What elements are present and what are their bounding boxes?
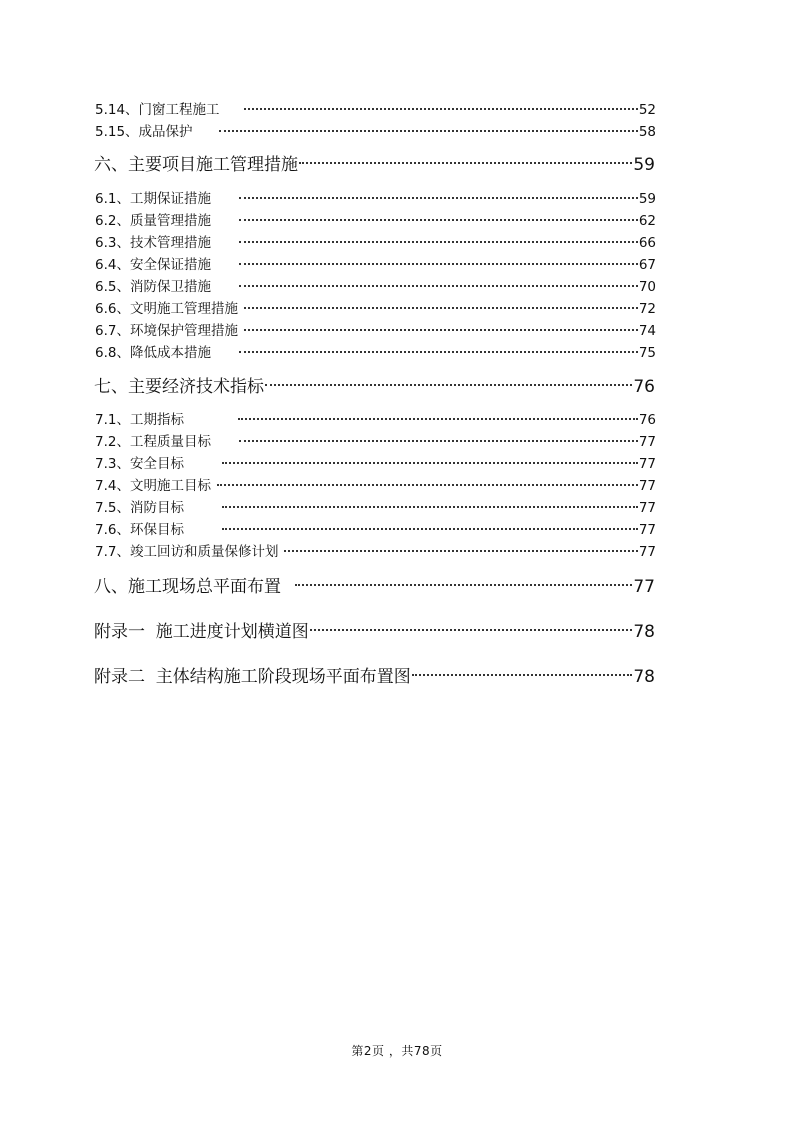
toc-entry-6-3[interactable]	[95, 231, 656, 251]
toc-entry-label: 6.8、降低成本措施	[95, 345, 211, 361]
toc-entry-label: 6.4、安全保证措施	[95, 257, 211, 273]
dot-leader	[295, 584, 632, 586]
toc-entry-page: 74	[638, 323, 656, 339]
toc-entry-label: 7.2、工程质量目标	[95, 434, 211, 450]
dot-leader	[239, 241, 638, 243]
toc-entry-7-7[interactable]	[95, 540, 656, 560]
dot-leader	[265, 384, 632, 386]
toc-entry-label: 6.5、消防保卫措施	[95, 279, 211, 295]
toc-entry-page: 58	[638, 124, 656, 140]
dot-leader	[244, 108, 638, 110]
toc-entry-label: 6.6、文明施工管理措施	[95, 301, 238, 317]
toc-entry-label: 六、主要项目施工管理措施	[94, 155, 298, 175]
toc-chapter-6[interactable]	[94, 150, 655, 176]
toc-entry-page: 77	[638, 456, 656, 472]
toc-entry-page: 77	[633, 577, 655, 597]
dot-leader	[299, 162, 632, 164]
toc-entry-5-15[interactable]	[95, 120, 656, 140]
toc-entry-6-4[interactable]	[95, 253, 656, 273]
dot-leader	[222, 462, 638, 464]
toc-chapter-8[interactable]	[94, 572, 655, 598]
toc-entry-page: 77	[638, 434, 656, 450]
toc-entry-page: 77	[638, 544, 656, 560]
toc-entry-7-5[interactable]	[95, 496, 656, 516]
toc-chapter-7[interactable]	[94, 372, 655, 398]
toc-entry-7-2[interactable]	[95, 430, 656, 450]
dot-leader	[244, 307, 638, 309]
toc-entry-label: 7.7、竣工回访和质量保修计划	[95, 544, 279, 560]
toc-entry-page: 59	[638, 191, 656, 207]
dot-leader	[412, 674, 633, 676]
toc-entry-label: 5.14、门窗工程施工	[95, 102, 220, 118]
toc-entry-page: 66	[638, 235, 656, 251]
toc-appendix-1[interactable]	[94, 617, 655, 643]
dot-leader	[310, 629, 633, 631]
toc-entry-7-1[interactable]	[95, 408, 656, 428]
toc-entry-6-5[interactable]	[95, 275, 656, 295]
toc-entry-page: 76	[638, 412, 656, 428]
toc-entry-page: 77	[638, 522, 656, 538]
dot-leader	[219, 130, 638, 132]
dot-leader	[238, 418, 638, 420]
toc-entry-label: 八、施工现场总平面布置	[94, 577, 281, 597]
toc-entry-6-1[interactable]	[95, 187, 656, 207]
toc-entry-page: 72	[638, 301, 656, 317]
dot-leader	[239, 263, 638, 265]
dot-leader	[217, 484, 638, 486]
toc-entry-label: 7.5、消防目标	[95, 500, 184, 516]
toc-entry-6-7[interactable]	[95, 319, 656, 339]
dot-leader	[239, 351, 638, 353]
dot-leader	[239, 285, 638, 287]
toc-entry-label: 附录一 施工进度计划横道图	[94, 622, 309, 642]
toc-entry-page: 59	[633, 155, 655, 175]
page-footer: 第2页 ，共78页	[351, 1044, 443, 1058]
toc-entry-label: 6.1、工期保证措施	[95, 191, 211, 207]
toc-entry-page: 75	[638, 345, 656, 361]
toc-entry-6-8[interactable]	[95, 341, 656, 361]
toc-entry-7-3[interactable]	[95, 452, 656, 472]
toc-entry-7-6[interactable]	[95, 518, 656, 538]
toc-entry-page: 70	[638, 279, 656, 295]
toc-entry-label: 5.15、成品保护	[95, 124, 193, 140]
toc-entry-label: 7.6、环保目标	[95, 522, 184, 538]
dot-leader	[244, 329, 638, 331]
toc-entry-label: 6.3、技术管理措施	[95, 235, 211, 251]
toc-entry-label: 7.3、安全目标	[95, 456, 184, 472]
toc-entry-page: 67	[638, 257, 656, 273]
toc-entry-label: 6.7、环境保护管理措施	[95, 323, 238, 339]
toc-entry-label: 6.2、质量管理措施	[95, 213, 211, 229]
toc-entry-page: 78	[633, 667, 655, 687]
toc-entry-label: 7.1、工期指标	[95, 412, 184, 428]
toc-entry-label: 附录二 主体结构施工阶段现场平面布置图	[94, 667, 411, 687]
toc-entry-5-14[interactable]	[95, 98, 656, 118]
toc-entry-label: 7.4、文明施工目标	[95, 478, 211, 494]
toc-entry-7-4[interactable]	[95, 474, 656, 494]
toc-entry-6-6[interactable]	[95, 297, 656, 317]
dot-leader	[239, 197, 638, 199]
toc-entry-label: 七、主要经济技术指标	[94, 377, 264, 397]
dot-leader	[222, 528, 638, 530]
dot-leader	[239, 440, 638, 442]
toc-entry-page: 52	[638, 102, 656, 118]
toc-entry-page: 78	[633, 622, 655, 642]
toc-entry-page: 77	[638, 500, 656, 516]
dot-leader	[284, 550, 637, 552]
toc-entry-page: 76	[633, 377, 655, 397]
dot-leader	[239, 219, 638, 221]
dot-leader	[222, 506, 638, 508]
toc-appendix-2[interactable]	[94, 662, 655, 688]
toc-entry-6-2[interactable]	[95, 209, 656, 229]
toc-entry-page: 77	[638, 478, 656, 494]
toc-entry-page: 62	[638, 213, 656, 229]
